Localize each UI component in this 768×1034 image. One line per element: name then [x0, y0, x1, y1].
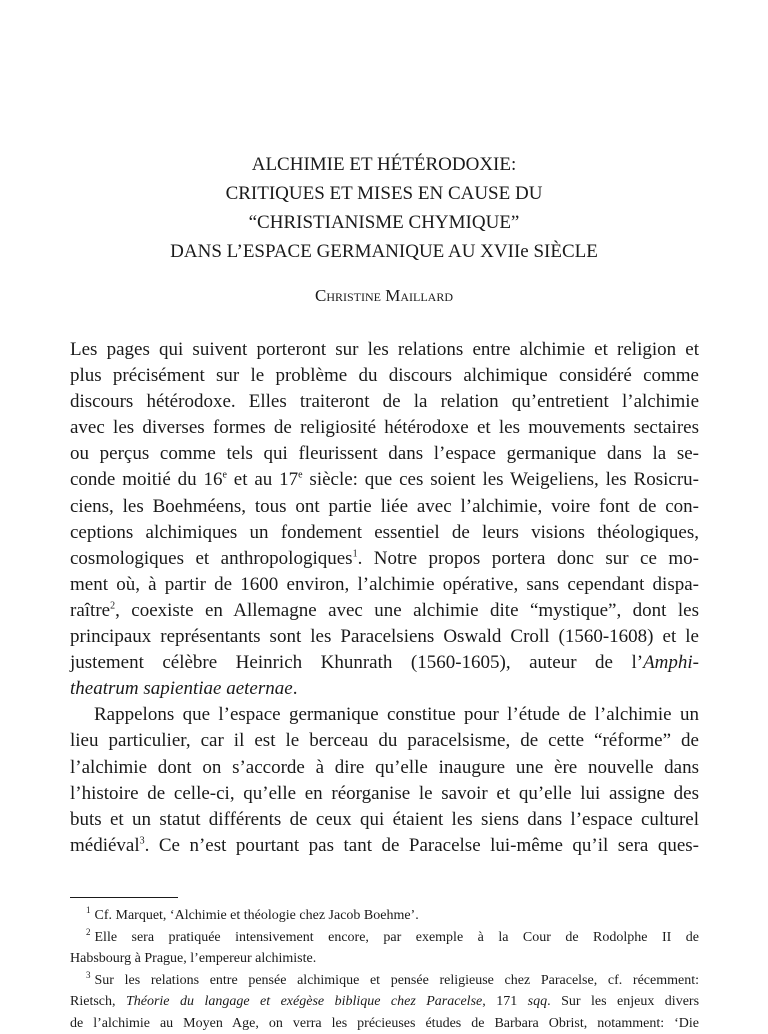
footnote-1 — [70, 905, 699, 927]
text-run: justement célèbre Heinrich Khunrath (1560-1605), auteur de l’ — [70, 652, 643, 673]
footnote-separator — [70, 897, 178, 898]
text-line — [70, 676, 699, 702]
text-line — [70, 467, 699, 493]
text-line: ment où, à partir de 1600 environ, l’alchimie opérative, sans cependant dispa- — [70, 572, 699, 598]
text-line: Rappelons que l’espace germanique constitue pour l’étude de l’alchimie un — [70, 702, 699, 728]
text-run: siècle: que ces soient les Weigeliens, les Rosicru- — [303, 469, 699, 490]
italic-title: Amphi- — [643, 652, 699, 673]
article-title — [0, 150, 768, 266]
text-run: . Ce n’est pourtant pas tant de Paracelse lui-même qu’il sera ques- — [145, 835, 699, 856]
text-line: plus précisément sur le problème du discours alchimique considéré comme — [70, 363, 699, 389]
italic-abbrev: sqq — [528, 994, 547, 1009]
paragraph-1 — [70, 337, 699, 702]
text-line — [70, 598, 699, 624]
footnotes — [70, 905, 699, 1034]
text-run: , 171 — [482, 994, 527, 1009]
text-run: . — [293, 678, 298, 699]
text-line: buts et un statut différents de ceux qui étaient les siens dans l’espace culturel — [70, 807, 699, 833]
title-line: DANS L’ESPACE GERMANIQUE AU XVIIe SIÈCLE — [0, 237, 768, 266]
paragraph-2 — [70, 702, 699, 859]
text-run: Rietsch, — [70, 994, 126, 1009]
text-line: ciens, les Boehméens, tous ont partie liée avec l’alchimie, voire font de con- — [70, 494, 699, 520]
author-name: Christine Maillard — [0, 286, 768, 306]
footnote-line: de l’alchimie au Moyen Age, on verra les précieuses études de Barbara Obrist, notamment: ‘Die — [70, 1013, 699, 1034]
text-run: et au 17 — [227, 469, 298, 490]
text-line: ou perçus comme tels qui fleurissent dans l’espace germanique dans la se- — [70, 441, 699, 467]
text-run: . Sur les enjeux divers — [547, 994, 699, 1009]
italic-title: theatrum sapientiae aeternae — [70, 678, 293, 699]
footnote-2 — [70, 927, 699, 970]
text-run: cosmologiques et anthropologiques — [70, 548, 353, 569]
footnote-text: Sur les relations entre pensée alchimique et pensée religieuse chez Paracelse, cf. récemment: — [95, 973, 700, 988]
footnote-text: Elle sera pratiquée intensivement encore, par exemple à la Cour de Rodolphe II de — [95, 930, 700, 945]
text-line — [70, 546, 699, 572]
footnote-text: Cf. Marquet, ‘Alchimie et théologie chez Jacob Boehme’. — [95, 908, 419, 923]
footnote-ref: 1 — [353, 548, 358, 559]
title-line: CRITIQUES ET MISES EN CAUSE DU — [0, 179, 768, 208]
text-run: , coexiste en Allemagne avec une alchimie dite “mystique”, dont les — [115, 600, 699, 621]
title-line: ALCHIMIE ET HÉTÉRODOXIE: — [0, 150, 768, 179]
italic-title: Théorie du langage et exégèse biblique chez Paracelse — [126, 994, 482, 1009]
footnote-ref: 2 — [110, 601, 115, 612]
text-line: l’alchimie dont on s’accorde à dire qu’elle inaugure une ère nouvelle dans — [70, 755, 699, 781]
footnote-line: Habsbourg à Prague, l’empereur alchimiste. — [70, 948, 699, 970]
text-run: conde moitié du 16 — [70, 469, 222, 490]
text-run: médiéval — [70, 835, 140, 856]
superscript: e — [222, 470, 226, 481]
text-line: Les pages qui suivent porteront sur les relations entre alchimie et religion et — [70, 337, 699, 363]
text-line: lieu particulier, car il est le berceau du paracelsisme, de cette “réforme” de — [70, 728, 699, 754]
footnote-ref: 3 — [140, 835, 145, 846]
text-line: l’histoire de celle-ci, qu’elle en réorganise le savoir et qu’elle lui assigne des — [70, 781, 699, 807]
footnote-number: 3 — [86, 970, 91, 980]
footnote-line — [70, 927, 699, 949]
text-line — [70, 833, 699, 859]
footnote-3 — [70, 970, 699, 1034]
text-line: avec les diverses formes de religiosité hétérodoxe et les mouvements sectaires — [70, 415, 699, 441]
title-line: “CHRISTIANISME CHYMIQUE” — [0, 208, 768, 237]
footnote-number: 1 — [86, 905, 91, 915]
text-line: ceptions alchimiques un fondement essentiel de leurs visions théologiques, — [70, 520, 699, 546]
footnote-number: 2 — [86, 927, 91, 937]
text-run: . Notre propos portera donc sur ce mo- — [358, 548, 699, 569]
text-line: principaux représentants sont les Paracelsiens Oswald Croll (1560-1608) et le — [70, 624, 699, 650]
footnote-line — [70, 991, 699, 1013]
body-text — [70, 337, 699, 859]
text-line — [70, 650, 699, 676]
superscript: e — [298, 470, 302, 481]
text-line: discours hétérodoxe. Elles traiteront de la relation qu’entretient l’alchimie — [70, 389, 699, 415]
text-run: raître — [70, 600, 110, 621]
footnote-line — [70, 970, 699, 992]
footnote-line — [70, 905, 699, 927]
